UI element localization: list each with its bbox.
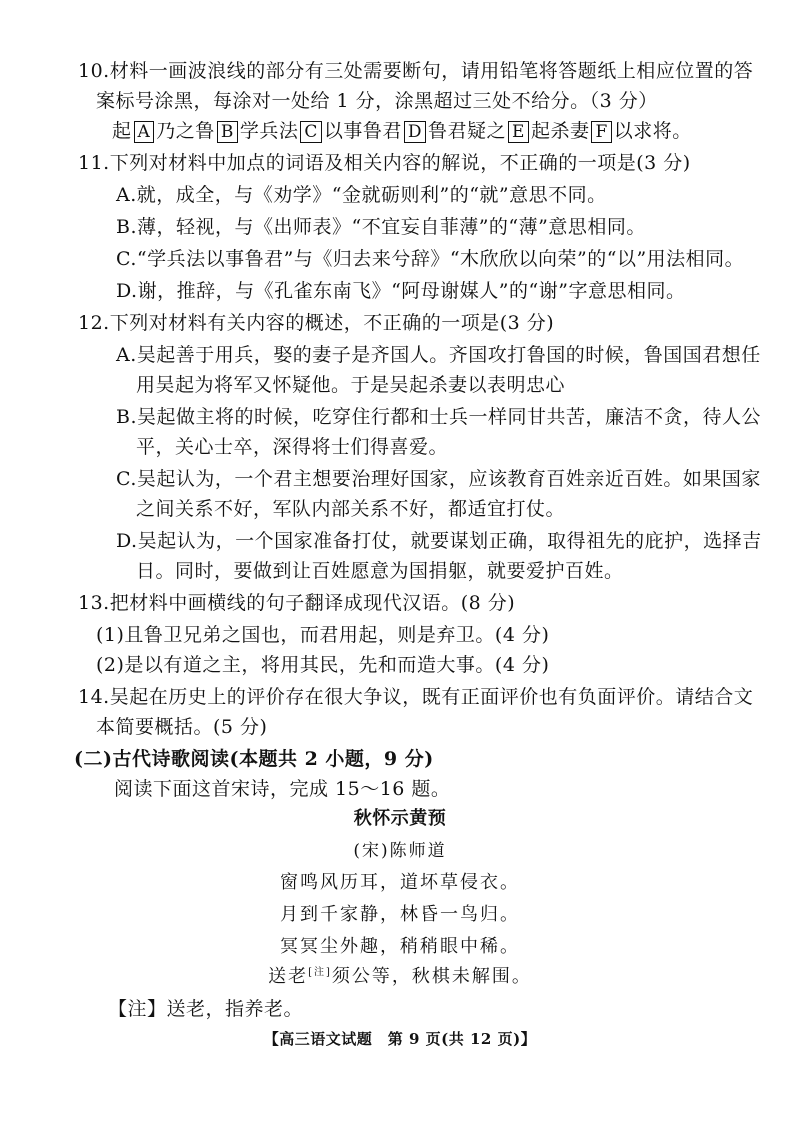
note-marker: [注] [308,967,332,978]
q12-option-a-line2: 用吴起为将军又怀疑他。于是吴起杀妻以表明忠心 [136,374,566,396]
poem-title: 秋怀示黄预 [353,808,447,829]
q10-line1: 10.材料一画波浪线的部分有三处需要断句，请用铅笔将答题纸上相应位置的答 [78,60,754,82]
q12-option-d-line1: D.吴起认为，一个国家准备打仗，就要谋划正确，取得祖先的庇护，选择吉 [116,530,762,552]
q10-line2: 案标号涂黑，每涂对一处给 1 分，涂黑超过三处不给分。（3 分） [96,90,658,112]
q12-option-b-line2: 平，关心士卒，深得将士们得喜爱。 [136,436,449,458]
poem-line-4 [0,964,800,990]
page-footer: 【高三语文试题 第 9 页(共 12 页)】 [263,1030,537,1048]
q10-seg-4: 以事鲁君 [323,120,402,142]
poem-author: (宋)陈师道 [353,841,447,861]
q12-option-b-line1: B.吴起做主将的时候，吃穿住行都和士兵一样同甘共苦，廉洁不贪，待人公 [116,406,762,428]
q12-option-a-line1: A.吴起善于用兵，娶的妻子是齐国人。齐国攻打鲁国的时候，鲁国国君想任 [116,344,761,366]
q12-option-c-line2: 之间关系不好，军队内部关系不好，都适宜打仗。 [136,498,566,520]
section-intro: 阅读下面这首宋诗，完成 15～16 题。 [114,778,451,800]
q12-stem: 12.下列对材料有关内容的概述，不正确的一项是(3 分) [78,312,555,334]
poem-line-2: 月到千家静，林昏一鸟归。 [280,904,520,925]
q10-seg-1: 起 [112,120,132,142]
poem-line-4-part-a: 送老 [268,966,309,987]
q14-line1: 14.吴起在历史上的评价存在很大争议，既有正面评价也有负面评价。请结合文 [78,686,754,708]
answer-box-d[interactable]: D [404,121,426,143]
q12-option-c-line1: C.吴起认为，一个君主想要治理好国家，应该教育百姓亲近百姓。如果国家 [116,468,761,490]
q10-sentence [112,118,692,144]
q10-seg-3: 学兵法 [239,120,299,142]
q10-seg-6: 起杀妻 [530,120,590,142]
answer-box-a[interactable]: A [134,121,155,143]
poem-note: 【注】送老，指养老。 [108,998,304,1020]
poem-line-4-part-b: 须公等，秋棋未解围。 [331,966,532,987]
q11-option-a: A.就，成全，与《劝学》“金就砺则利”的“就”意思不同。 [116,184,607,206]
poem-line-1: 窗鸣风历耳，道坏草侵衣。 [280,872,520,893]
q14-line2: 本简要概括。(5 分) [96,716,268,738]
q11-option-d: D.谢，推辞，与《孔雀东南飞》“阿母谢媒人”的“谢”字意思相同。 [116,280,686,302]
answer-box-c[interactable]: C [300,121,322,143]
q11-stem: 11.下列对材料中加点的词语及相关内容的解说，不正确的一项是(3 分) [78,152,691,174]
q13-stem: 13.把材料中画横线的句子翻译成现代汉语。(8 分) [78,592,516,614]
section-heading: (二)古代诗歌阅读(本题共 2 小题，9 分) [74,748,434,770]
q10-seg-5: 鲁君疑之 [428,120,507,142]
answer-box-e[interactable]: E [508,121,529,143]
q13-sentence-1: (1)且鲁卫兄弟之国也，而君用起，则是弃卫。(4 分) [96,624,550,646]
q12-option-d-line2: 日。同时，要做到让百姓愿意为国捐躯，就要爱护百姓。 [136,560,624,582]
q13-sentence-2: (2)是以有道之主，将用其民，先和而造大事。(4 分) [96,654,550,676]
q10-seg-7: 以求将。 [613,120,692,142]
answer-box-f[interactable]: F [591,121,611,143]
q10-seg-2: 乃之鲁 [156,120,215,142]
q11-option-b: B.薄，轻视，与《出师表》“不宜妄自菲薄”的“薄”意思相同。 [116,216,646,238]
answer-box-b[interactable]: B [217,121,238,143]
poem-line-3: 冥冥尘外趣，稍稍眼中稀。 [280,936,520,957]
q11-option-c: C.“学兵法以事鲁君”与《归去来兮辞》“木欣欣以向荣”的“以”用法相同。 [116,248,745,270]
